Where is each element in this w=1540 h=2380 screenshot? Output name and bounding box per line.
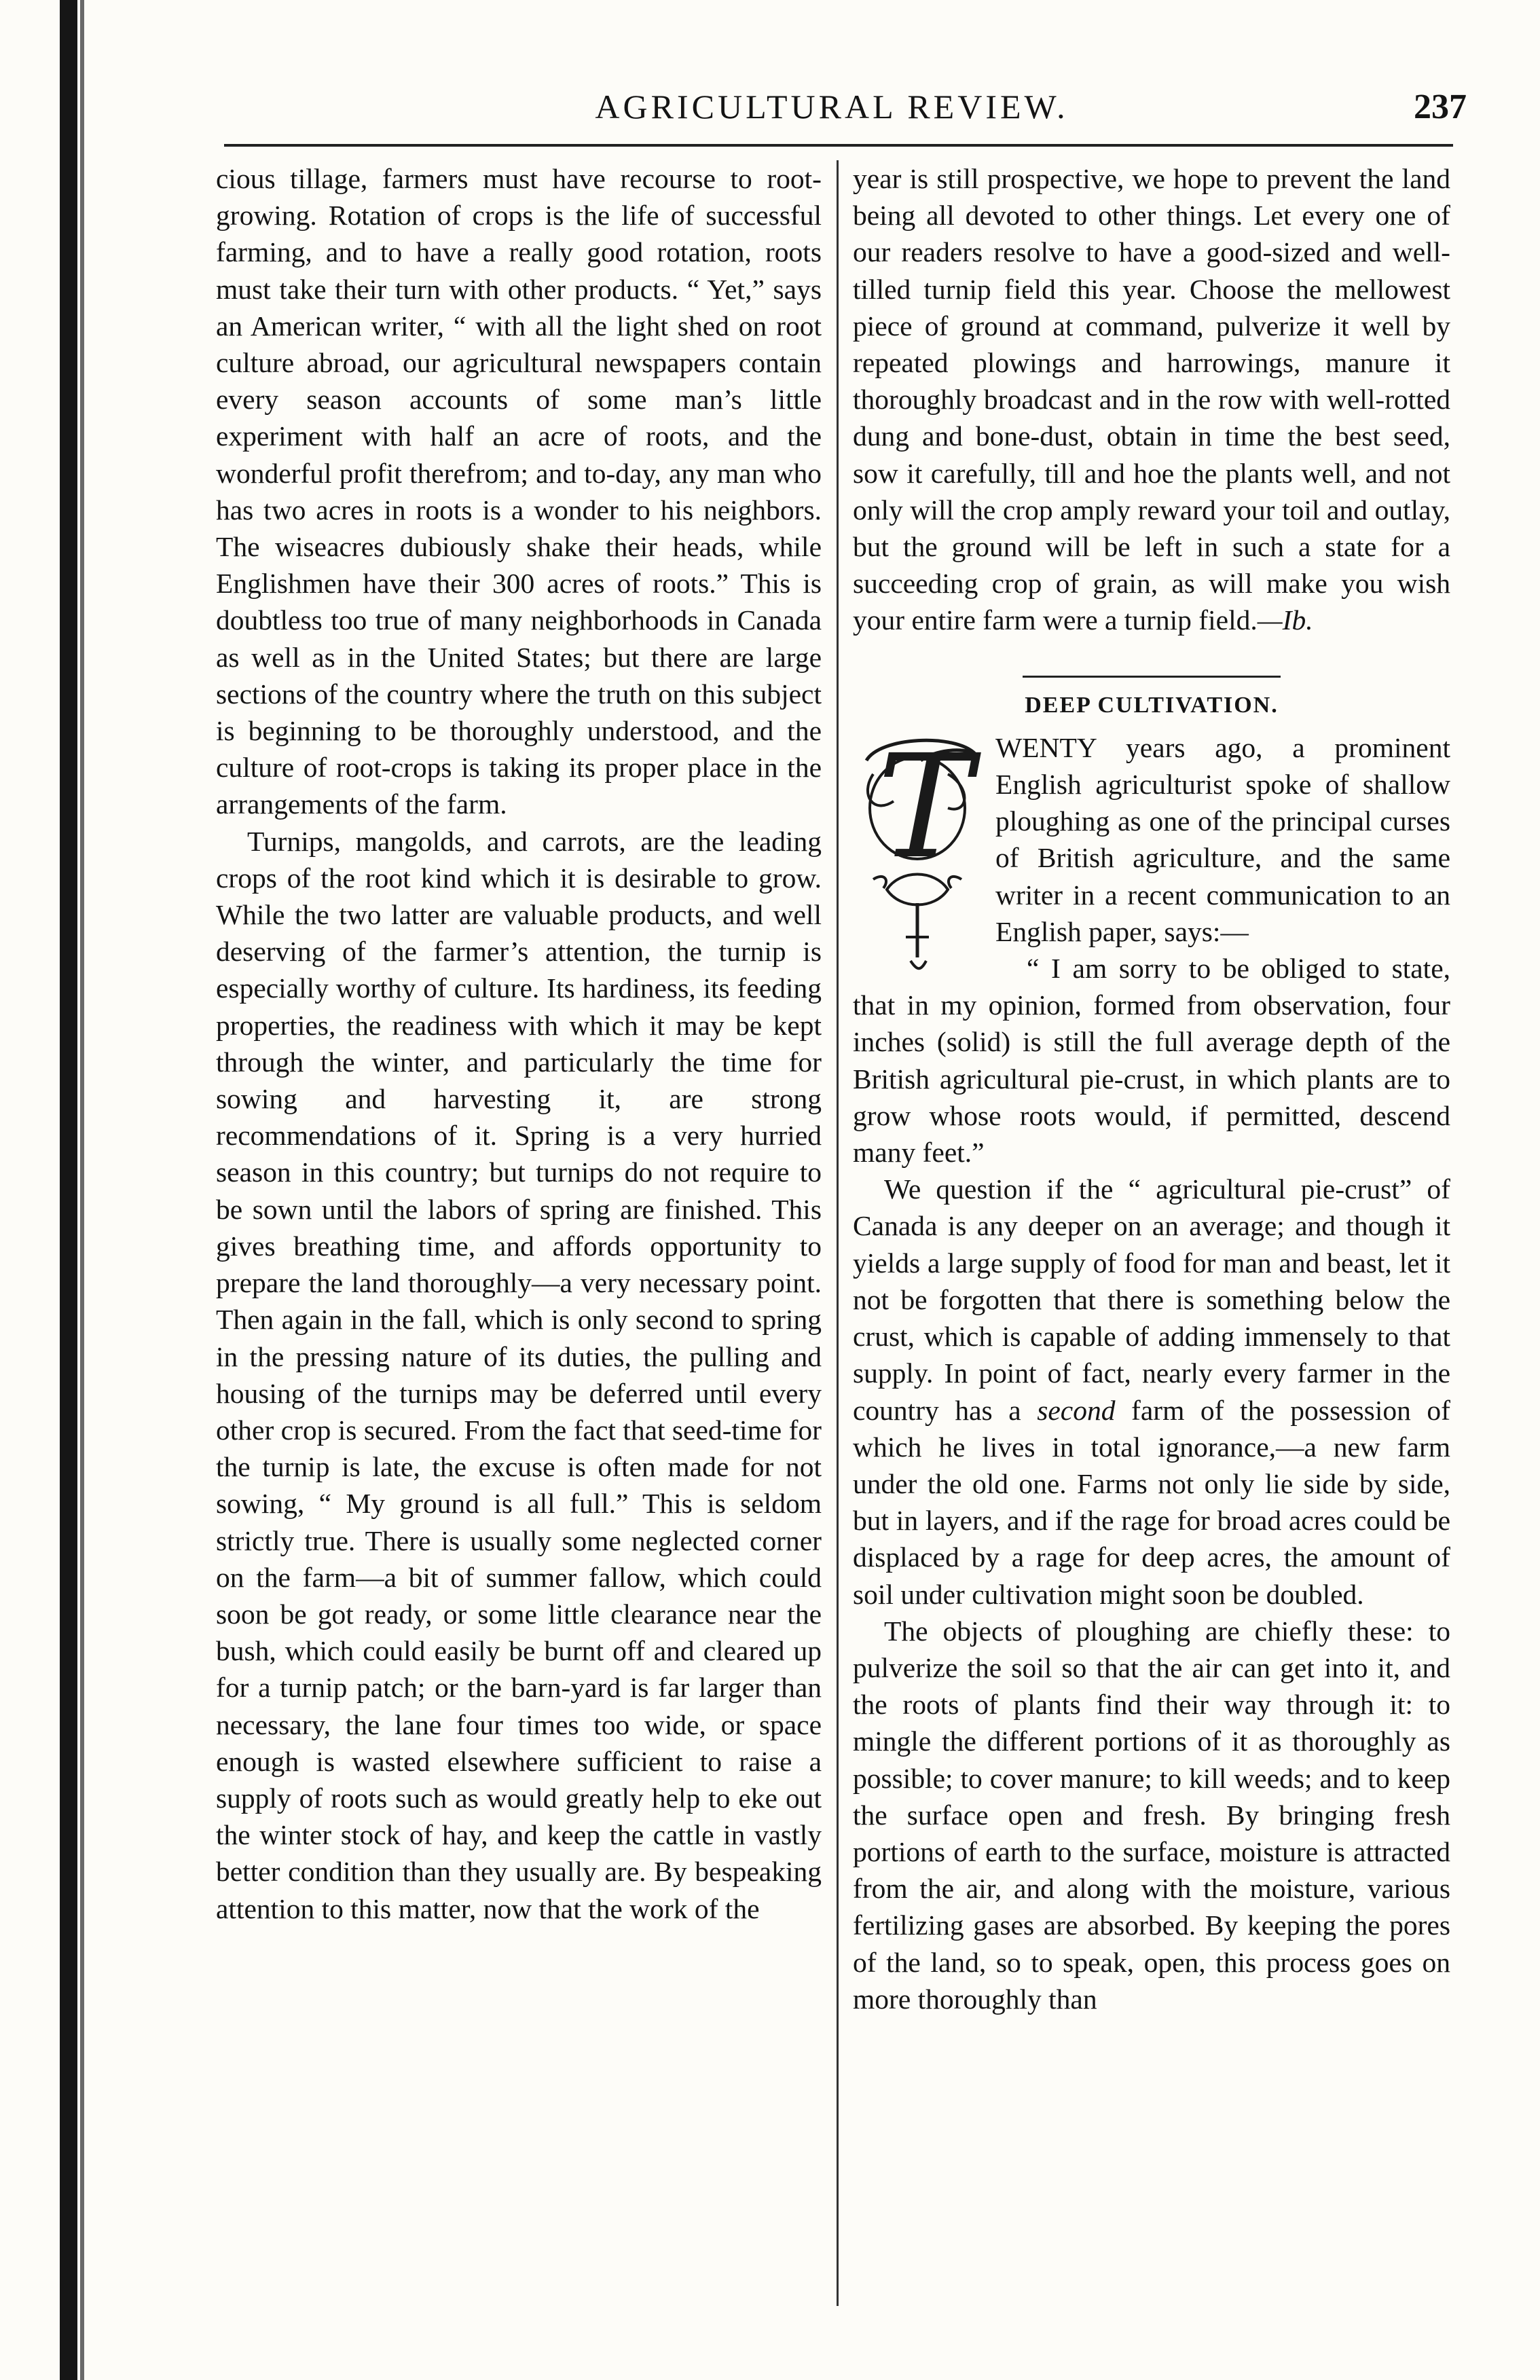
right-paragraph-4 bbox=[853, 1171, 1450, 1612]
ornamental-drop-cap bbox=[853, 723, 982, 985]
page-header bbox=[197, 80, 1467, 141]
running-title: AGRICULTURAL REVIEW. bbox=[595, 88, 1069, 126]
right-paragraph-5: The objects of ploughing are chiefly these: to pulverize the soil so that the air can get into it, and the roots of plants find their way through it: to mingle the different portions of it as thoroughly as possible; to cover manure; to kill weeds; and to keep the surface open and fresh. By bringing fresh portions of earth to the surface, moisture is attracted from the air, and along with the moisture, various fertilizing gases are absorbed. By keeping the pores of the land, so to speak, open, this process goes on more thoroughly than bbox=[853, 1615, 1450, 2015]
column-divider bbox=[837, 160, 839, 2306]
header-rule bbox=[224, 144, 1453, 147]
page-binding-shadow bbox=[80, 0, 84, 2380]
left-column bbox=[216, 160, 822, 1927]
source-credit: —Ib. bbox=[1257, 604, 1313, 636]
right-paragraph-4-text-a: We question if the “ agricultural pie-crust” of Canada is any deeper on an average; and though it yields a large supply of food for man and beast, let it not be forgotten that there is something below the crust, which is capable of adding immensely to that supply. In point of fact, nearly every farmer in the country has a bbox=[853, 1173, 1450, 1426]
right-paragraph-2: WENTY years ago, a prominent English agriculturist spoke of shallow ploughing as one of the principal curses of British agriculture, and the same writer in a recent communication to an English paper, says:— bbox=[995, 731, 1450, 947]
right-column bbox=[853, 160, 1450, 2017]
page-number: 237 bbox=[1414, 88, 1467, 126]
left-paragraph-2: Turnips, mangolds, and carrots, are the leading crops of the root kind which it is desirable to grow. While the two latter are valuable products, and well deserving of the farmer’s attention, the turnip is especially worthy of culture. Its hardiness, its feeding properties, the readiness with which it may be kept through the winter, and particularly the time for sowing and harvesting it, are strong recommendations of it. Spring is a very hurried season in this country; but turnips do not require to be sown until the labors of spring are finished. This gives breathing time, and affords opportunity to prepare the land thoroughly—a very necessary point. Then again in the fall, which is only second to spring in the pressing nature of its duties, the pulling and housing of the turnips may be deferred until every other crop is secured. From the fact that seed-time for the turnip is late, the excuse is often made for not sowing, “ My ground is all full.” This is seldom strictly true. There is usually some neglected corner on the farm—a bit of summer fallow, which could soon be got ready, or some little clearance near the bush, which could easily be burnt off and cleared up for a turnip patch; or the barn-yard is far larger than necessary, the lane four times too wide, or space enough is wasted elsewhere sufficient to raise a supply of roots such as would greatly help to eke out the winter stock of hay, and keep the cattle in vastly better condition than they usually are. By bespeaking attention to this matter, now that the work of the bbox=[216, 825, 822, 1924]
right-paragraph-1 bbox=[853, 160, 1450, 639]
emphasis-second: second bbox=[1037, 1394, 1116, 1426]
drop-cap-letter: T bbox=[877, 723, 973, 890]
right-paragraph-3: “ I am sorry to be obliged to state, that in my opinion, formed from observation, four inches (solid) is still the full average depth of the British agricultural pie-crust, in which plants are to grow whose roots would, if permitted, descend many feet.” bbox=[853, 953, 1450, 1169]
left-paragraph-1: cious tillage, farmers must have recourse to root-growing. Rotation of crops is the life of successful farming, and to have a really good rotation, roots must take their turn with other products. “ Yet,” says an American writer, “ with all the light shed on root culture abroad, our agricultural newspapers contain every season accounts of some man’s little experiment with half an acre of roots, and the wonderful profit therefrom; and to-day, any man who has two acres in roots is a wonder to his neighbors. The wiseacres dubiously shake their heads, while Englishmen have their 300 acres of roots.” This is doubtless too true of many neighborhoods in Canada as well as in the United States; but there are large sections of the country where the truth on this subject is beginning to be thoroughly understood, and the culture of root-crops is taking its proper place in the arrangements of the farm. bbox=[216, 163, 822, 820]
section-heading: DEEP CULTIVATION. bbox=[1025, 692, 1279, 718]
right-paragraph-1-text: year is still prospective, we hope to prevent the land being all devoted to other things. Let every one of our readers resolve to have a good-sized and well-tilled turnip field this year. Choose the mellowest piece of ground at command, pulverize it well by repeated plowings and harrowings, manure it thoroughly broadcast and in the row with well-rotted dung and bone-dust, obtain in time the best seed, sow it carefully, till and hoe the plants well, and not only will the crop amply reward your toil and outlay, but the ground will be left in such a state for a succeeding crop of grain, as will make you wish your entire farm were a turnip field. bbox=[853, 163, 1450, 636]
right-paragraph-4-text-b: farm of the possession of which he lives in total ignorance,—a new farm under the old one. Farms not only lie side by side, but in layers, and if the rage for broad acres could be displaced by a rage for deep acres, the amount of soil under cultivation might soon be doubled. bbox=[853, 1394, 1450, 1610]
page-binding-edge bbox=[60, 0, 77, 2380]
section-rule bbox=[1023, 676, 1281, 678]
